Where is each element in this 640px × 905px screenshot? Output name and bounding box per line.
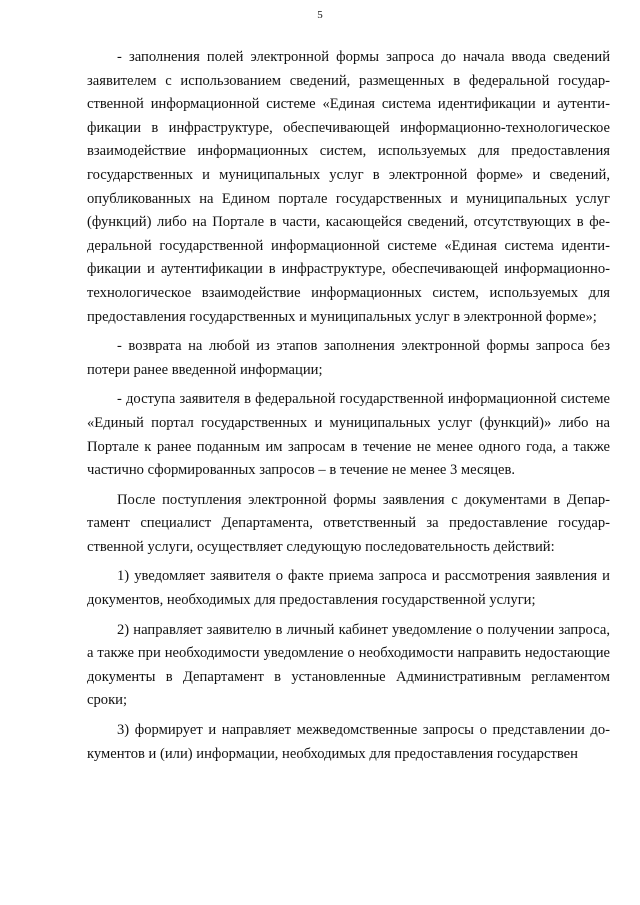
paragraph-return-to-step: - возврата на любой из этапов заполнения электронной формы запроса без потери ранее введенной информации; bbox=[87, 338, 610, 378]
paragraph-step-1: 1) уведомляет заявителя о факте приема запроса и рассмотрения заявления и документов, необходимых для предоставления государственной услуги; bbox=[87, 568, 610, 609]
paragraph-access-requests: - доступа заявителя в федеральной государственной информационной системе «Единый портал государственных и муниципальных услуг (функций)» либо на Портале к ранее поданным им запросам в течение не менее одного года, а также частично сформированных запросов – в течение не менее 3 месяцев. bbox=[87, 391, 610, 479]
page-number: 5 bbox=[317, 9, 323, 21]
paragraph-step-3: 3) формирует и направляет межведомственные запросы о представлении документов и (или) информации, необходимых для предоставления государствен bbox=[87, 722, 610, 762]
paragraph-step-2: 2) направляет заявителю в личный кабинет уведомление о получении запроса, а также при необходимости уведомление о необходимости направить недостающие документы в Департамент в установленные Административным регламентом сроки; bbox=[87, 621, 610, 709]
paragraph-after-submission: После поступления электронной формы заявления с документами в Департамент специалист Департамента, ответственный за предоставление государственной услуги, осуществляет следующую последовательность действий: bbox=[87, 491, 610, 555]
paragraph-fill-form-fields: - заполнения полей электронной формы запроса до начала ввода сведений заявителем с использованием сведений, размещенных в федеральной государственной информационной системе «Единая система идентификации и аутентификации в инфраструктуре, обеспечивающей информационно-технологическое взаимодействие информационных систем, используемых для предоставления государственных и муниципальных услуг в электронной форме» и сведений, опубликованных на Едином портале государственных и муниципальных услуг (функций) либо на Портале в части, касающейся сведений, отсутствующих в федеральной государственной информационной системе «Единая система идентификации и аутентификации в инфраструктуре, обеспечивающей информационно-технологическое взаимодействие информационных систем, используемых для предоставления государственных и муниципальных услуг в электронной форме»; bbox=[87, 49, 610, 325]
document-body bbox=[87, 46, 610, 766]
